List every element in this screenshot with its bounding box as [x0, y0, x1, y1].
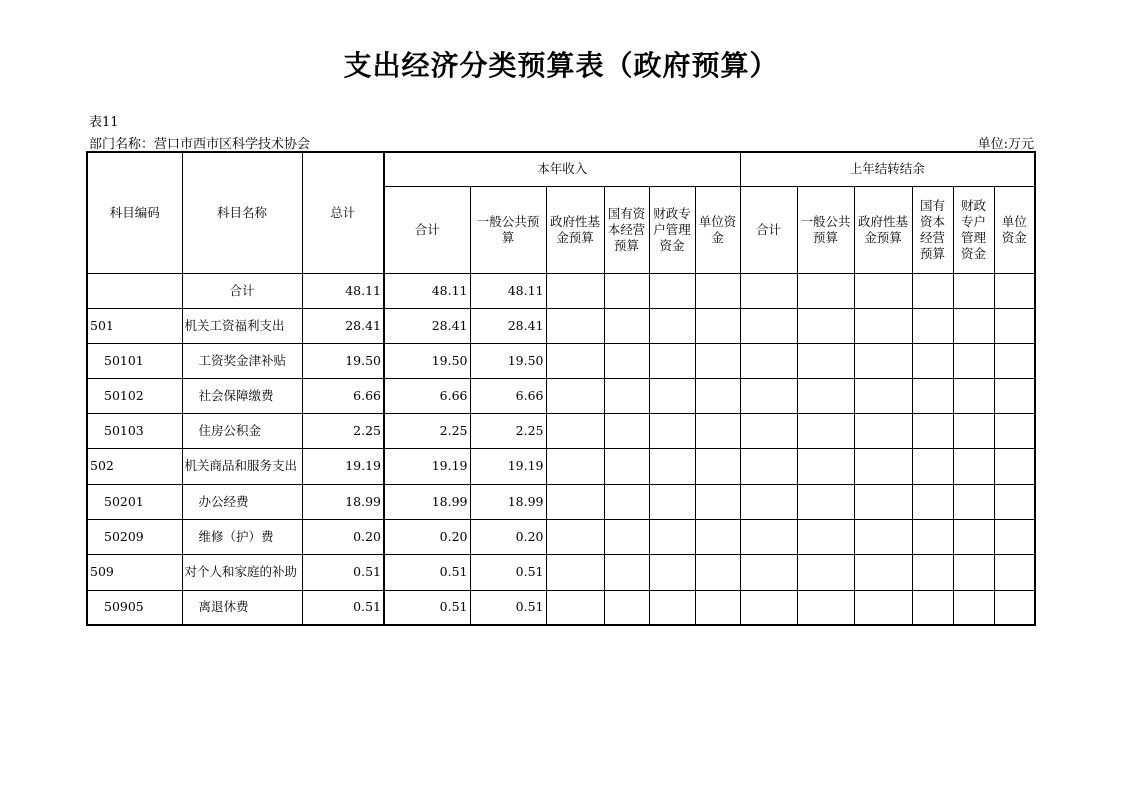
cell-current-state-capital — [604, 413, 649, 448]
cell-name: 机关商品和服务支出 — [182, 448, 302, 484]
cell-carry-general — [797, 590, 854, 625]
cell-carry-state-capital — [912, 273, 953, 308]
table-row — [87, 273, 1035, 308]
cell-carry-fund — [854, 448, 912, 484]
cell-carry-fund — [854, 413, 912, 448]
cell-code: 502 — [87, 448, 182, 484]
cell-current-special-account — [649, 484, 695, 519]
cell-current-special-account — [649, 308, 695, 343]
cell-current-fund — [546, 378, 604, 413]
header-code: 科目编码 — [87, 152, 182, 273]
cell-code: 509 — [87, 554, 182, 590]
cell-carry-special-account — [953, 273, 994, 308]
cell-current-fund — [546, 590, 604, 625]
cell-carry-sum — [740, 343, 797, 378]
cell-carry-state-capital — [912, 554, 953, 590]
cell-total: 2.25 — [302, 413, 384, 448]
cell-current-general: 2.25 — [470, 413, 546, 448]
cell-carry-state-capital — [912, 308, 953, 343]
cell-current-fund — [546, 308, 604, 343]
cell-current-sum: 19.50 — [384, 343, 470, 378]
cell-carry-general — [797, 378, 854, 413]
cell-current-special-account — [649, 448, 695, 484]
cell-current-unit-funds — [695, 448, 740, 484]
cell-carry-unit-funds — [994, 378, 1035, 413]
cell-carry-general — [797, 519, 854, 554]
cell-name: 住房公积金 — [182, 413, 302, 448]
header-current-special-account: 财政专户管理资金 — [649, 186, 695, 273]
cell-current-general: 19.19 — [470, 448, 546, 484]
cell-name: 合计 — [182, 273, 302, 308]
cell-current-fund — [546, 519, 604, 554]
cell-carry-sum — [740, 484, 797, 519]
header-total: 总计 — [302, 152, 384, 273]
cell-carry-special-account — [953, 343, 994, 378]
cell-current-sum: 0.51 — [384, 554, 470, 590]
cell-name: 对个人和家庭的补助 — [182, 554, 302, 590]
cell-carry-unit-funds — [994, 484, 1035, 519]
cell-carry-state-capital — [912, 448, 953, 484]
cell-name: 工资奖金津补贴 — [182, 343, 302, 378]
cell-current-special-account — [649, 343, 695, 378]
cell-code: 501 — [87, 308, 182, 343]
table-row — [87, 413, 1035, 448]
cell-carry-special-account — [953, 413, 994, 448]
cell-carry-state-capital — [912, 484, 953, 519]
cell-current-unit-funds — [695, 484, 740, 519]
cell-current-unit-funds — [695, 308, 740, 343]
cell-name: 离退休费 — [182, 590, 302, 625]
cell-total: 0.20 — [302, 519, 384, 554]
cell-current-fund — [546, 413, 604, 448]
cell-carry-sum — [740, 413, 797, 448]
cell-current-sum: 48.11 — [384, 273, 470, 308]
department-name: 部门名称：营口市西市区科学技术协会 — [89, 137, 311, 152]
table-row — [87, 519, 1035, 554]
cell-current-state-capital — [604, 273, 649, 308]
cell-current-fund — [546, 484, 604, 519]
header-name: 科目名称 — [182, 152, 302, 273]
cell-current-state-capital — [604, 448, 649, 484]
header-carry-sum: 合计 — [740, 186, 797, 273]
cell-current-general: 18.99 — [470, 484, 546, 519]
cell-current-general: 0.20 — [470, 519, 546, 554]
cell-total: 6.66 — [302, 378, 384, 413]
cell-current-general: 0.51 — [470, 590, 546, 625]
cell-carry-unit-funds — [994, 308, 1035, 343]
cell-current-state-capital — [604, 519, 649, 554]
header-current-unit-funds: 单位资金 — [695, 186, 740, 273]
cell-total: 18.99 — [302, 484, 384, 519]
cell-current-state-capital — [604, 554, 649, 590]
cell-carry-unit-funds — [994, 448, 1035, 484]
cell-current-sum: 0.51 — [384, 590, 470, 625]
cell-carry-general — [797, 273, 854, 308]
cell-carry-fund — [854, 554, 912, 590]
cell-current-general: 6.66 — [470, 378, 546, 413]
cell-carry-general — [797, 448, 854, 484]
cell-total: 28.41 — [302, 308, 384, 343]
cell-carry-sum — [740, 590, 797, 625]
cell-code: 50103 — [87, 413, 182, 448]
cell-carry-state-capital — [912, 378, 953, 413]
header-current-general: 一般公共预算 — [470, 186, 546, 273]
header-carryover: 上年结转结余 — [740, 152, 1035, 186]
cell-current-sum: 28.41 — [384, 308, 470, 343]
cell-carry-sum — [740, 448, 797, 484]
cell-carry-state-capital — [912, 343, 953, 378]
cell-carry-special-account — [953, 448, 994, 484]
table-number: 表11 — [89, 115, 119, 130]
budget-table — [86, 151, 1036, 626]
cell-carry-sum — [740, 273, 797, 308]
cell-carry-unit-funds — [994, 343, 1035, 378]
header-current-fund: 政府性基金预算 — [546, 186, 604, 273]
cell-current-special-account — [649, 413, 695, 448]
cell-carry-unit-funds — [994, 590, 1035, 625]
header-current-state-capital: 国有资本经营预算 — [604, 186, 649, 273]
cell-carry-special-account — [953, 519, 994, 554]
cell-current-unit-funds — [695, 554, 740, 590]
cell-current-sum: 2.25 — [384, 413, 470, 448]
cell-current-sum: 19.19 — [384, 448, 470, 484]
cell-current-unit-funds — [695, 378, 740, 413]
cell-carry-sum — [740, 519, 797, 554]
header-carry-state-capital: 国有资本经营预算 — [912, 186, 953, 273]
table-row — [87, 308, 1035, 343]
cell-carry-unit-funds — [994, 413, 1035, 448]
cell-name: 机关工资福利支出 — [182, 308, 302, 343]
cell-current-sum: 0.20 — [384, 519, 470, 554]
cell-current-sum: 6.66 — [384, 378, 470, 413]
cell-name: 办公经费 — [182, 484, 302, 519]
cell-carry-fund — [854, 273, 912, 308]
cell-current-general: 28.41 — [470, 308, 546, 343]
cell-current-unit-funds — [695, 590, 740, 625]
cell-carry-general — [797, 343, 854, 378]
cell-current-state-capital — [604, 343, 649, 378]
cell-carry-unit-funds — [994, 273, 1035, 308]
cell-carry-unit-funds — [994, 519, 1035, 554]
header-carry-unit-funds: 单位资金 — [994, 186, 1035, 273]
cell-current-fund — [546, 343, 604, 378]
header-carry-general: 一般公共预算 — [797, 186, 854, 273]
table-row — [87, 343, 1035, 378]
table-row — [87, 484, 1035, 519]
cell-carry-general — [797, 413, 854, 448]
cell-name: 维修（护）费 — [182, 519, 302, 554]
cell-carry-sum — [740, 308, 797, 343]
cell-current-state-capital — [604, 378, 649, 413]
cell-carry-state-capital — [912, 590, 953, 625]
cell-current-fund — [546, 448, 604, 484]
header-current-sum: 合计 — [384, 186, 470, 273]
table-row — [87, 554, 1035, 590]
header-current-year: 本年收入 — [384, 152, 740, 186]
cell-carry-unit-funds — [994, 554, 1035, 590]
cell-current-state-capital — [604, 308, 649, 343]
cell-current-special-account — [649, 378, 695, 413]
cell-current-special-account — [649, 590, 695, 625]
cell-carry-fund — [854, 484, 912, 519]
cell-carry-fund — [854, 519, 912, 554]
cell-current-fund — [546, 554, 604, 590]
cell-total: 0.51 — [302, 554, 384, 590]
cell-current-state-capital — [604, 590, 649, 625]
cell-carry-special-account — [953, 554, 994, 590]
cell-carry-sum — [740, 554, 797, 590]
cell-code: 50209 — [87, 519, 182, 554]
cell-carry-fund — [854, 343, 912, 378]
header-carry-special-account: 财政专户管理资金 — [953, 186, 994, 273]
header-carry-fund: 政府性基金预算 — [854, 186, 912, 273]
cell-carry-fund — [854, 590, 912, 625]
cell-carry-state-capital — [912, 519, 953, 554]
cell-carry-special-account — [953, 590, 994, 625]
cell-carry-general — [797, 484, 854, 519]
cell-current-sum: 18.99 — [384, 484, 470, 519]
cell-code: 50101 — [87, 343, 182, 378]
cell-current-fund — [546, 273, 604, 308]
table-row — [87, 590, 1035, 625]
cell-code: 50905 — [87, 590, 182, 625]
cell-code: 50102 — [87, 378, 182, 413]
cell-current-special-account — [649, 519, 695, 554]
cell-carry-special-account — [953, 308, 994, 343]
cell-carry-general — [797, 554, 854, 590]
cell-current-general: 48.11 — [470, 273, 546, 308]
unit-label: 单位:万元 — [977, 137, 1034, 152]
cell-carry-general — [797, 308, 854, 343]
cell-name: 社会保障缴费 — [182, 378, 302, 413]
cell-carry-fund — [854, 308, 912, 343]
cell-current-special-account — [649, 554, 695, 590]
cell-current-unit-funds — [695, 519, 740, 554]
cell-code: 50201 — [87, 484, 182, 519]
table-row — [87, 448, 1035, 484]
cell-carry-fund — [854, 378, 912, 413]
cell-total: 19.50 — [302, 343, 384, 378]
cell-total: 0.51 — [302, 590, 384, 625]
cell-carry-sum — [740, 378, 797, 413]
cell-current-state-capital — [604, 484, 649, 519]
page-title: 支出经济分类预算表（政府预算） — [343, 49, 779, 82]
cell-current-general: 0.51 — [470, 554, 546, 590]
cell-carry-special-account — [953, 484, 994, 519]
cell-current-unit-funds — [695, 343, 740, 378]
table-body — [87, 273, 1035, 625]
cell-code — [87, 273, 182, 308]
cell-carry-special-account — [953, 378, 994, 413]
cell-carry-state-capital — [912, 413, 953, 448]
cell-current-unit-funds — [695, 273, 740, 308]
cell-total: 19.19 — [302, 448, 384, 484]
table-row — [87, 378, 1035, 413]
cell-current-special-account — [649, 273, 695, 308]
cell-current-general: 19.50 — [470, 343, 546, 378]
cell-current-unit-funds — [695, 413, 740, 448]
cell-total: 48.11 — [302, 273, 384, 308]
